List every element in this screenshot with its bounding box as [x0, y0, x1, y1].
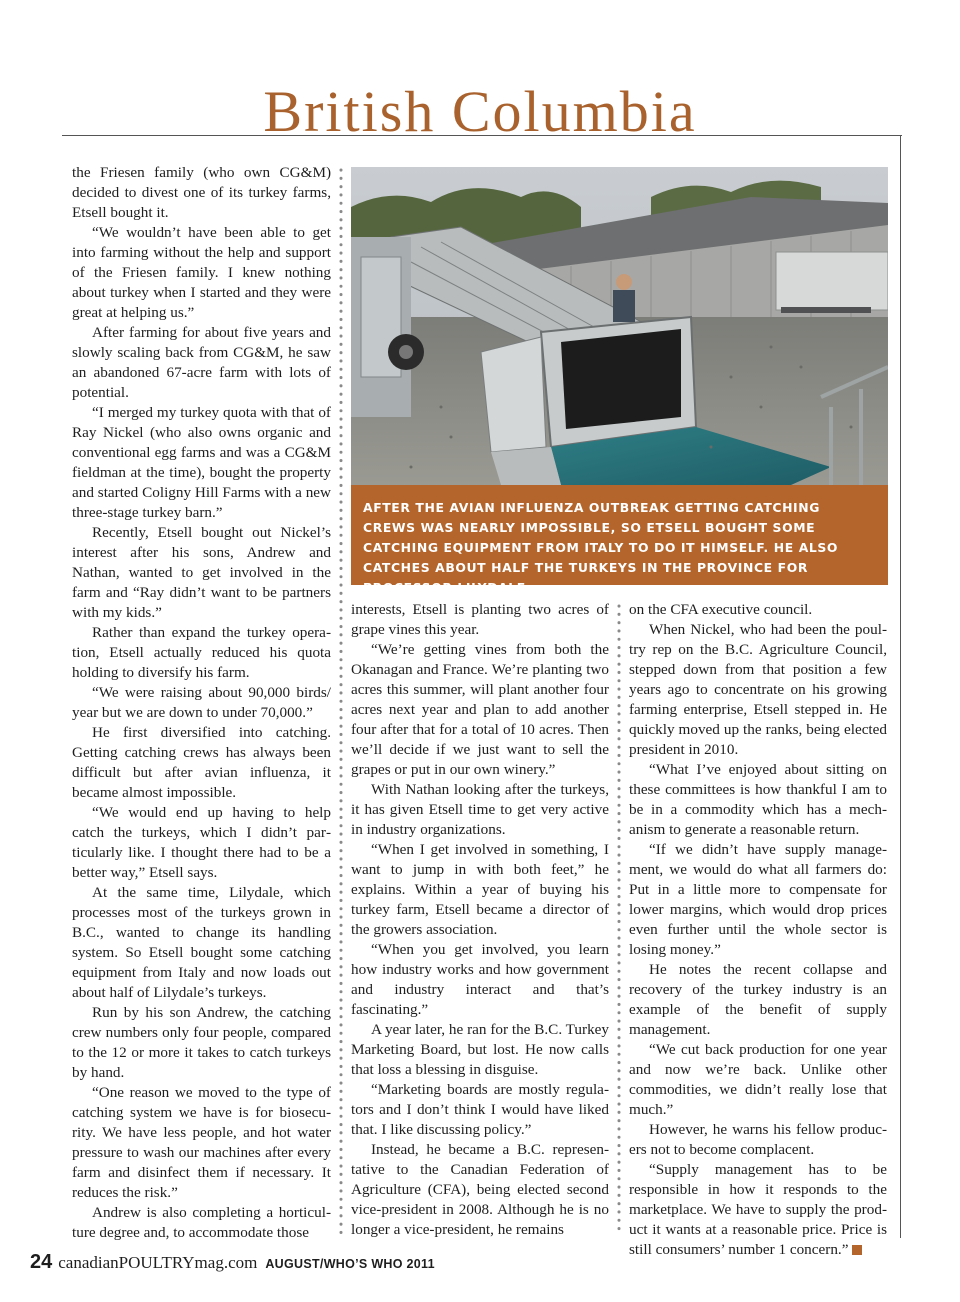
column-divider-dots [338, 168, 344, 1236]
paragraph: “We cut back production for one year and now we’re back. Unlike other commodities, we didn’t really lose that much.” [629, 1041, 887, 1118]
paragraph: “When I get involved in something, I want to jump in with both feet,” he explains. Within a year of buying his turkey farm, Etsell became a director of the growers association. [351, 841, 609, 938]
footer-site: canadianPOULTRYmag.com [58, 1253, 258, 1272]
paragraph: After farming for about five years and slowly scaling back from CG&M, he saw an abandoned 67-acre farm with lots of potential. [72, 324, 331, 401]
right-rule [900, 136, 901, 1238]
paragraph: Instead, he became a B.C. representative to the Canadian Federation of Agriculture (CFA), being elected second vice-president in 2008. Although he is no longer a vice-president, he remains [351, 1141, 609, 1238]
paragraph: With Nathan looking after the turkeys, it has given Etsell time to get very active in industry organizations. [351, 781, 609, 838]
article-column-3 [629, 600, 887, 1260]
paragraph: “We wouldn’t have been able to get into farming without the help and support of the Friesen family. I knew nothing about turkey when I started and they were great at helping us.” [72, 224, 331, 321]
paragraph: on the CFA executive council. [629, 601, 813, 618]
paragraph: At the same time, Lilydale, which processes most of the turkeys grown in B.C., wanted to change its handling system. So Etsell bought some catching equipment from Italy and now loads out about half of Lilydale’s turkeys. [72, 884, 331, 1001]
article-column-1 [72, 163, 331, 1243]
paragraph: “We were raising about 90,000 birds/ year but we are down to under 70,000.” [72, 684, 331, 721]
page-footer [30, 1250, 435, 1274]
page-number: 24 [30, 1251, 53, 1273]
paragraph: Run by his son Andrew, the catching crew numbers only four people, compared to the 12 or more it takes to catch turkeys by hand. [72, 1004, 331, 1081]
paragraph: interests, Etsell is planting two acres of grape vines this year. [351, 601, 609, 638]
paragraph: “When you get involved, you learn how industry works and how government and industry interact and that’s fascinating.” [351, 941, 609, 1018]
paragraph: When Nickel, who had been the poultry rep on the B.C. Agriculture Council, stepped down from that position a few years ago to concentrate on his growing farming enterprise, Etsell stepped in. He quickly moved up the ranks, being elected president in 2010. [629, 621, 887, 758]
paragraph: However, he warns his fellow producers not to become complacent. [629, 1121, 887, 1158]
last-paragraph [629, 1160, 887, 1260]
paragraph: “What I’ve enjoyed about sitting on these committees is how thankful I am to be in a commodity which has a mechanism to generate a reasonable return. [629, 761, 887, 838]
paragraph: “We would end up having to help catch the turkeys, which I didn’t particularly like. I thought there had to be a better way,” Etsell says. [72, 804, 331, 881]
paragraph: “One reason we moved to the type of catching system we have is for biosecurity. We have less people, and hot water pressure to wash our machines after every farm and disinfect them if necessary. It reduces the risk.” [72, 1084, 331, 1201]
paragraph: “If we didn’t have supply management, we would do what all farmers do: Put in a little more to compensate for lower margins, which would drop prices even further until the whole sector is losing money.” [629, 841, 887, 958]
paragraph: the Friesen family (who own CG&M) decided to divest one of its turkey farms, Etsell bought it. [72, 164, 331, 221]
photo-caption: AFTER THE AVIAN INFLUENZA OUTBREAK GETTING CATCHING CREWS WAS NEARLY IMPOSSIBLE, SO ETSELL BOUGHT SOME CATCHING EQUIPMENT FROM ITALY TO DO IT HIMSELF. HE ALSO CATCHES ABOUT HALF THE TURKEYS IN THE PROVINCE FOR PROCESSOR LILYDALE. [351, 485, 888, 585]
footer-issue: AUGUST/WHO’S WHO 2011 [265, 1257, 435, 1271]
article-column-2 [351, 600, 609, 1240]
paragraph: Andrew is also completing a horticulture degree and, to accommodate those [72, 1204, 331, 1241]
paragraph: He notes the recent collapse and recovery of the turkey industry is an example of the benefit of supply management. [629, 961, 887, 1038]
end-of-article-mark [852, 1245, 862, 1255]
paragraph: “I merged my turkey quota with that of Ray Nickel (who also owns organic and conventional egg farms and was a CG&M fieldman at the time), bought the property and started Coligny Hill Farms with a new three-stage turkey barn.” [72, 404, 331, 521]
paragraph: “Marketing boards are mostly regulators and I don’t think I would have liked that. I like discussing policy.” [351, 1081, 609, 1138]
paragraph: “We’re getting vines from both the Okanagan and France. We’re planting two acres this summer, will plant another four acres next year and plan to add another four after that for a total of 10 acres. Then we’ll decide if we just want to sell the grapes or put in our own winery.” [351, 641, 609, 778]
paragraph: He first diversified into catching. Getting catching crews has always been difficult but after avian influenza, it became almost impossible. [72, 724, 331, 801]
paragraph: Recently, Etsell bought out Nickel’s interest after his sons, Andrew and Nathan, wanted to get involved in the farm and “Ray didn’t want to be partners with my kids.” [72, 524, 331, 621]
paragraph: A year later, he ran for the B.C. Turkey Marketing Board, but lost. He now calls that loss a blessing in disguise. [351, 1021, 609, 1078]
section-title: British Columbia [263, 79, 697, 144]
paragraph-text: “Supply management has to be responsible in how it responds to the marketplace. We have to supply the product it wants at a reasonable price. Price is still consumers’ number 1 concern.” [629, 1161, 887, 1258]
header-rule [62, 135, 902, 136]
turkey-catching-equipment-photo [351, 167, 888, 485]
paragraph: Rather than expand the turkey operation, Etsell actually reduced his quota holding to diversify his farm. [72, 624, 331, 681]
column-divider-dots [616, 604, 622, 1236]
